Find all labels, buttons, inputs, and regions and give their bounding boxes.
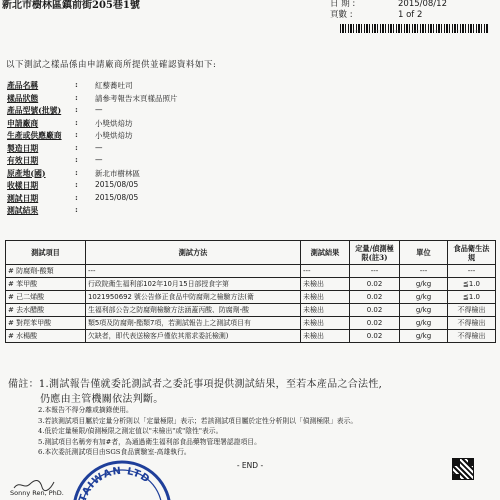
col-header-limit: 定量/偵測極限(註3): [350, 241, 400, 265]
company-address: 新北市樹林區鎮前街205巷1號: [2, 0, 140, 11]
field-label: 測試日期: [7, 193, 39, 203]
note-item: 4.低於定量極限/偵測極限之測定值以"未檢出"或"陰性"表示。: [38, 427, 223, 436]
field-label: 申請廠商: [7, 118, 39, 128]
cell-result: 未檢出: [301, 330, 350, 343]
signer-name: Sonny Ren, PhD.: [10, 489, 64, 497]
cell-unit: ---: [400, 265, 448, 278]
note-item: 5.測試項目名稱旁有加#者，為通過衛生福利部食品藥物管理署認證項目。: [38, 437, 261, 446]
cell-method: 類5項及防腐劑-酯類7項，若測試報告上之測試項目有: [86, 317, 301, 330]
sample-info-fields: [7, 80, 307, 218]
cell-item: # 防腐劑-酸類: [6, 265, 86, 278]
cell-result: 未檢出: [301, 291, 350, 304]
cell-limit: 0.02: [350, 330, 400, 343]
end-marker: - END -: [236, 461, 264, 470]
cell-method: ---: [86, 265, 301, 278]
svg-text:TAIWAN LTD: [78, 466, 152, 500]
col-header-item: 測試項目: [6, 241, 86, 265]
field-model-batch: 產品型號(批號) : —: [7, 105, 103, 115]
field-origin: 原產地(國) : 新北市樹林區: [7, 167, 140, 178]
field-expiry-date: 有效日期 : —: [7, 155, 103, 165]
cell-method: 1021950692 號公告修正食品中防腐劑之檢驗方法(衛: [86, 291, 301, 304]
table-row: [6, 291, 496, 304]
cell-regulation: ---: [448, 265, 496, 278]
field-value: 小獎烘焙坊: [95, 118, 133, 128]
intro-text: 以下測試之樣品係由申請廠商所提供並確認資料如下:: [6, 60, 217, 70]
cell-unit: g/kg: [400, 304, 448, 317]
cell-item: # 去水醋酸: [6, 304, 86, 317]
field-value: 2015/08/05: [95, 192, 139, 202]
cell-limit: 0.02: [350, 278, 400, 291]
cell-result: 未檢出: [301, 317, 350, 330]
cell-unit: g/kg: [400, 330, 448, 343]
table-row: [6, 317, 496, 330]
field-value: —: [95, 105, 103, 114]
cell-regulation: 不得檢出: [448, 304, 496, 317]
note-1-line-2: 仍應由主管機關依法判斷。: [40, 394, 164, 405]
field-label: 有效日期: [7, 156, 39, 165]
field-test-result: 測試結果 :: [7, 205, 78, 215]
table-row: [6, 330, 496, 343]
field-label: 生產或供應廠商: [7, 131, 62, 140]
cell-unit: g/kg: [400, 291, 448, 304]
field-label: 樣品狀態: [7, 93, 39, 103]
cell-unit: g/kg: [400, 317, 448, 330]
field-value: —: [95, 155, 103, 164]
field-label: 收樣日期: [7, 181, 39, 190]
note-item: 2.本報告不得分離或摘錄使用。: [38, 406, 133, 414]
cell-result: ---: [301, 265, 350, 278]
field-manufacturer: 生產或供應廠商 : 小獎烘焙坊: [7, 130, 133, 140]
field-received-date: 收樣日期 : 2015/08/05: [7, 180, 139, 190]
qr-code-icon: [452, 458, 474, 480]
note-item: 3.若該測試項目屬於定量分析則以「定量極限」表示；若該測試項目屬於定性分析則以「偵測極限」表示。: [38, 416, 358, 425]
report-barcode: [340, 24, 488, 33]
field-sample-status: 樣品狀態 : 請參考報告末頁樣品照片: [7, 92, 178, 103]
field-value: 2015/08/05: [95, 180, 139, 189]
field-label: 製造日期: [7, 143, 39, 153]
cell-limit: 0.02: [350, 304, 400, 317]
table-row: [6, 304, 496, 317]
table-row: [6, 265, 496, 278]
field-applicant: 申請廠商 : 小獎烘焙坊: [7, 117, 133, 128]
cell-regulation: ≦1.0: [448, 278, 496, 291]
table-row: [6, 278, 496, 291]
company-seal-icon: [62, 450, 182, 500]
page-count: [330, 8, 422, 20]
field-value: 紅藜蕎吐司: [95, 81, 133, 90]
pages-value: 1 of 2: [398, 10, 423, 20]
date-value: 2015/08/12: [398, 0, 447, 9]
field-product-name: 產品名稱 : 紅藜蕎吐司: [7, 80, 133, 90]
cell-item: # 水楊酸: [6, 330, 86, 343]
field-test-date: 測試日期 : 2015/08/05: [7, 192, 139, 203]
table-header-row: [6, 241, 496, 265]
field-label: 產品型號(批號): [7, 106, 62, 115]
cell-method: 欠缺者，即代表送檢客戶僅依其需求委託檢測): [86, 330, 301, 343]
cell-item: # 苯甲酸: [6, 278, 86, 291]
seal-text: TAIWAN LTD: [77, 465, 152, 500]
col-header-method: 測試方法: [86, 241, 301, 265]
cell-limit: ---: [350, 265, 400, 278]
cell-regulation: 不得檢出: [448, 317, 496, 330]
field-value: —: [95, 142, 103, 152]
cell-method: 行政院衛生福利部102年10月15日部授食字第: [86, 278, 301, 291]
cell-item: # 己二烯酸: [6, 291, 86, 304]
results-table: [5, 240, 496, 343]
col-header-unit: 單位: [400, 241, 448, 265]
pages-label: 頁數 :: [330, 10, 353, 20]
field-value: 請參考報告末頁樣品照片: [95, 93, 178, 103]
cell-regulation: 不得檢出: [448, 330, 496, 343]
col-header-result: 測試結果: [301, 241, 350, 265]
cell-unit: g/kg: [400, 278, 448, 291]
cell-method: 生福利部公告之防腐劑檢驗方法涵蓋丙酸、防腐劑-酸: [86, 304, 301, 317]
note-item: 6.本次委託測試項目由SGS食品實驗室-高雄執行。: [38, 448, 191, 457]
field-label: 產品名稱: [7, 81, 39, 90]
field-value: 新北市樹林區: [95, 168, 140, 178]
date-label: 日 期 :: [330, 0, 356, 9]
field-manufacture-date: 製造日期 : —: [7, 142, 103, 153]
cell-limit: 0.02: [350, 291, 400, 304]
field-value: 小獎烘焙坊: [95, 131, 133, 140]
cell-item: # 對羥苯甲酸: [6, 317, 86, 330]
note-1-line-1: 備註：1.測試報告僅就委託測試者之委託事項提供測試結果，至若本產品之合法性,: [8, 379, 383, 390]
cell-regulation: ≦1.0: [448, 291, 496, 304]
cell-result: 未檢出: [301, 278, 350, 291]
cell-result: 未檢出: [301, 304, 350, 317]
field-label: 原產地(國): [7, 168, 46, 178]
cell-limit: 0.02: [350, 317, 400, 330]
field-label: 測試結果: [7, 206, 39, 215]
col-header-regulation: 食品衛生法規: [448, 241, 496, 265]
